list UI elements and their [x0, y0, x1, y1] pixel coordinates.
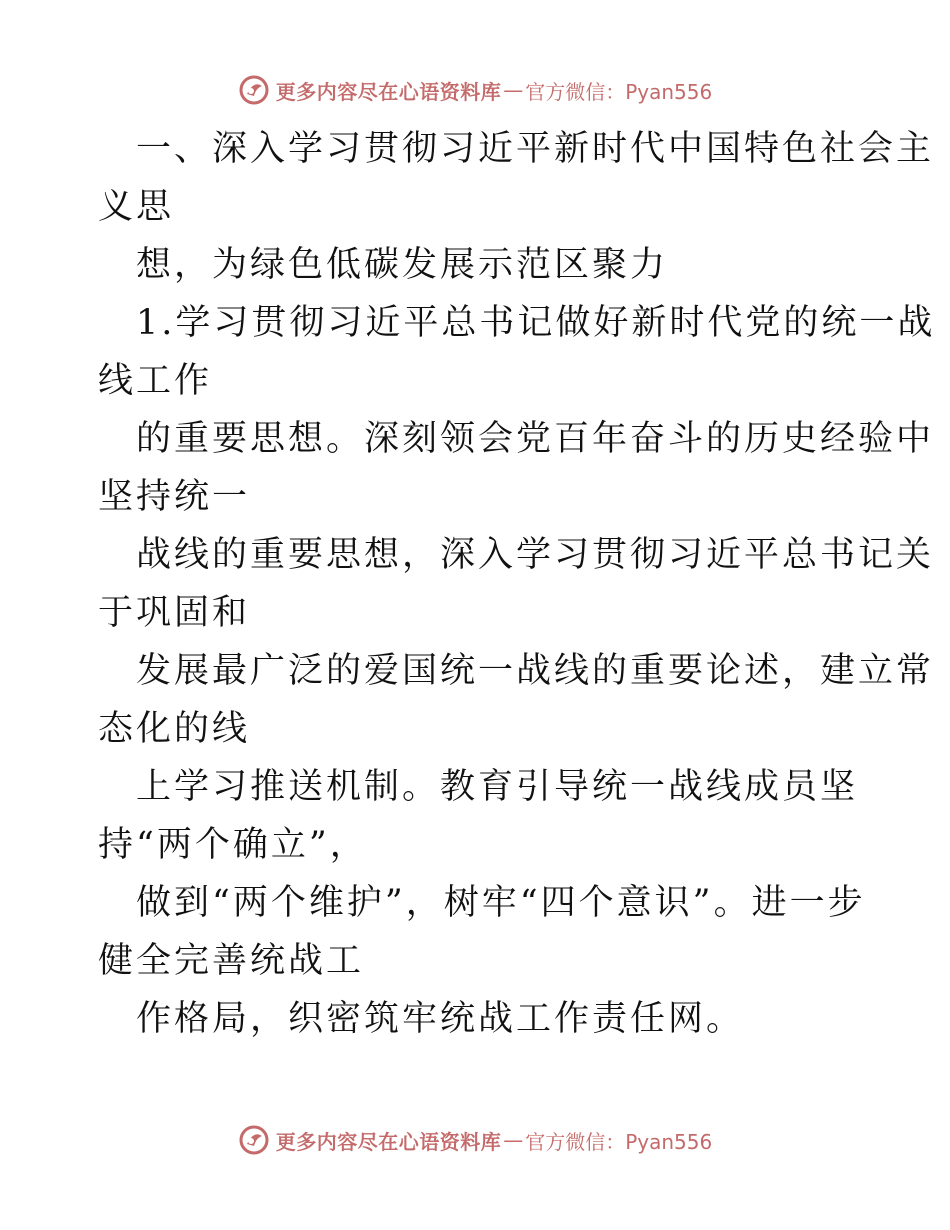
body-line: 于巩固和 [98, 593, 251, 633]
swirl-logo-icon [238, 1124, 270, 1156]
header-wechat-text: 官方微信：Pyan556 [525, 79, 713, 104]
body-line: 做到“两个维护”，树牢“四个意识”。进一步 [136, 883, 866, 923]
body-line: 健全完善统战工 [98, 941, 365, 981]
body-line: 态化的线 [98, 709, 251, 749]
body-line: 作格局，织密筑牢统战工作责任网。 [136, 999, 745, 1039]
footer-banner [0, 1120, 950, 1160]
body-line: 上学习推送机制。教育引导统一战线成员坚 [136, 767, 859, 807]
body-line: 的重要思想。深刻领会党百年奋斗的历史经验中 [136, 419, 935, 459]
swirl-logo-icon [238, 74, 270, 106]
body-line: 一、深入学习贯彻习近平新时代中国特色社会主 [136, 129, 935, 169]
body-line: 坚持统一 [98, 477, 251, 517]
header-site-text: 更多内容尽在心语资料库 [275, 79, 502, 104]
footer-wechat-text: 官方微信：Pyan556 [525, 1129, 713, 1154]
footer-site-text: 更多内容尽在心语资料库 [275, 1129, 502, 1154]
body-line: 战线的重要思想，深入学习贯彻习近平总书记关 [136, 535, 935, 575]
body-line: 持“两个确立”， [98, 825, 368, 865]
footer-dash: — [503, 1128, 524, 1152]
body-line: 义思 [98, 187, 175, 227]
body-line: 1.学习贯彻习近平总书记做好新时代党的统一战 [136, 303, 936, 343]
document-body [98, 120, 936, 1048]
header-banner [0, 70, 950, 110]
body-line: 想，为绿色低碳发展示范区聚力 [136, 245, 669, 285]
header-dash: — [503, 78, 524, 102]
body-line: 发展最广泛的爱国统一战线的重要论述，建立常 [136, 651, 935, 691]
body-line: 线工作 [98, 361, 213, 401]
